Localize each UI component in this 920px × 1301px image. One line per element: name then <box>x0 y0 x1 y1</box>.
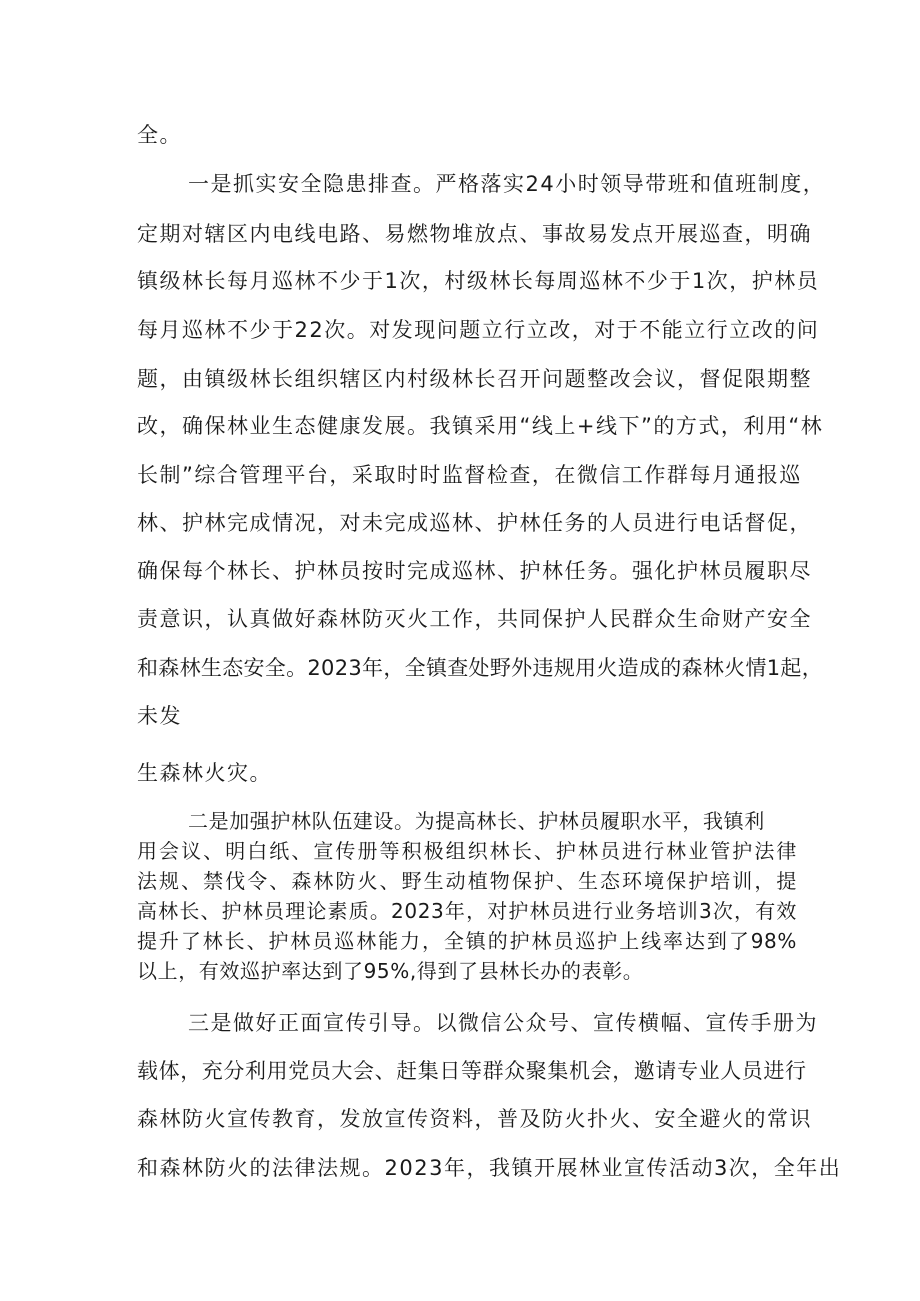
paragraph-3-line-1: 二是加强护林队伍建设。为提高林长、护林员履职水平，我镇利 <box>188 809 765 833</box>
paragraph-2-line-3: 镇级林长每月巡林不少于1次，村级林长每周巡林不少于1次，护林员 <box>137 269 820 293</box>
paragraph-3-line-4: 高林长、护林员理论素质。2023年，对护林员进行业务培训3次，有效 <box>137 899 797 923</box>
paragraph-1-line-1: 全。 <box>137 123 182 147</box>
paragraph-3-line-3: 法规、禁伐令、森林防火、野生动植物保护、生态环境保护培训，提 <box>137 869 797 893</box>
paragraph-3-line-2: 用会议、明白纸、宣传册等积极组织林长、护林员进行林业管护法律 <box>137 839 797 863</box>
paragraph-2-line-10: 责意识，认真做好森林防灭火工作，共同保护人民群众生命财产安全 <box>137 607 812 631</box>
paragraph-4-line-4: 和森林防火的法律法规。2023年，我镇开展林业宣传活动3次，全年出 <box>137 1156 842 1180</box>
paragraph-3-line-5: 提升了林长、护林员巡林能力，全镇的护林员巡护上线率达到了98% <box>137 929 797 953</box>
paragraph-2-line-13: 生森林火灾。 <box>137 761 272 785</box>
paragraph-2-line-7: 长制”综合管理平台，采取时时监督检查，在微信工作群每月通报巡 <box>137 463 802 487</box>
paragraph-2-line-6: 改，确保林业生态健康发展。我镇采用“线上+线下”的方式，利用“林 <box>137 414 824 438</box>
paragraph-2-line-4: 每月巡林不少于22次。对发现问题立行立改，对于不能立行立改的问 <box>137 318 820 342</box>
paragraph-2-line-9: 确保每个林长、护林员按时完成巡林、护林任务。强化护林员履职尽 <box>137 559 812 583</box>
paragraph-2-line-12: 未发 <box>137 704 182 728</box>
paragraph-4-line-2: 载体，充分利用党员大会、赶集日等群众聚集机会，邀请专业人员进行 <box>137 1059 807 1083</box>
paragraph-3-line-6: 以上，有效巡护率达到了95%,得到了县林长办的表彰。 <box>137 959 644 983</box>
paragraph-4-line-1: 三是做好正面宣传引导。以微信公众号、宣传横幅、宣传手册为 <box>188 1011 818 1035</box>
paragraph-4-line-3: 森林防火宣传教育，发放宣传资料，普及防火扑火、安全避火的常识 <box>137 1107 812 1131</box>
paragraph-2-line-11: 和森林生态安全。2023年，全镇查处野外违规用火造成的森林火情1起， <box>137 656 824 680</box>
paragraph-2-line-8: 林、护林完成情况，对未完成巡林、护林任务的人员进行电话督促， <box>137 511 812 535</box>
paragraph-2-line-2: 定期对辖区内电线电路、易燃物堆放点、事故易发点开展巡查，明确 <box>137 222 812 246</box>
paragraph-2-line-5: 题，由镇级林长组织辖区内村级林长召开问题整改会议，督促限期整 <box>137 367 812 391</box>
paragraph-2-line-1: 一是抓实安全隐患排查。严格落实24小时领导带班和值班制度， <box>188 172 826 196</box>
